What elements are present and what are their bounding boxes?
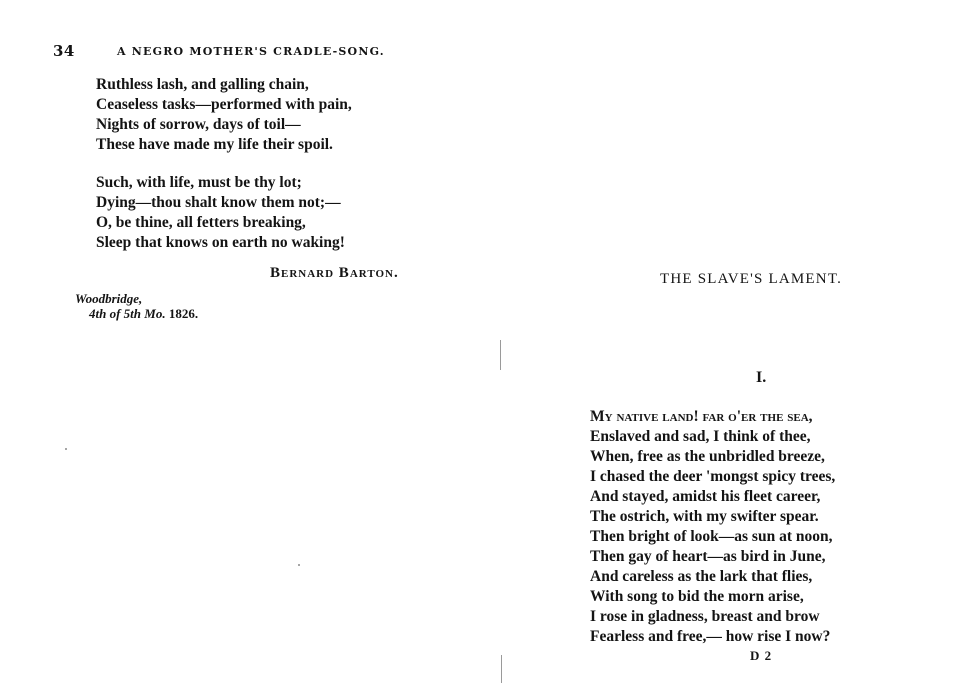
date-line	[89, 306, 198, 322]
date-day-month: 4th of 5th Mo.	[89, 306, 166, 321]
date-year: 1826.	[168, 306, 199, 321]
verse-line: I rose in gladness, breast and brow	[590, 608, 820, 625]
poem-stanza	[590, 407, 835, 647]
running-head: A NEGRO MOTHER'S CRADLE-SONG.	[117, 45, 385, 58]
verse-line: Ruthless lash, and galling chain,	[96, 76, 309, 93]
verse-line: And careless as the lark that flies,	[590, 568, 813, 585]
stanza-1	[96, 75, 352, 155]
gutter-mark	[500, 340, 501, 370]
poem-title: THE SLAVE'S LAMENT.	[660, 271, 843, 287]
verse-line: When, free as the unbridled breeze,	[590, 448, 825, 465]
page-number: 34	[53, 42, 75, 60]
verse-line: O, be thine, all fetters breaking,	[96, 214, 306, 231]
verse-line: Then gay of heart—as bird in June,	[590, 548, 826, 565]
verse-line: With song to bid the morn arise,	[590, 588, 804, 605]
verse-line: Nights of sorrow, days of toil—	[96, 116, 301, 133]
printer-signature-mark: D 2	[750, 648, 773, 663]
stanza-2	[96, 173, 345, 253]
verse-line: My native land! far o'er the sea,	[590, 408, 813, 425]
verse-line: Fearless and free,— how rise I now?	[590, 628, 831, 645]
gutter-mark	[501, 655, 502, 683]
author-signature	[270, 265, 399, 282]
verse-line: The ostrich, with my swifter spear.	[590, 508, 819, 525]
paper-speck	[65, 448, 67, 450]
verse-line: Then bright of look—as sun at noon,	[590, 528, 833, 545]
section-number: I.	[756, 369, 767, 386]
author-name: Bernard Barton.	[270, 265, 399, 281]
verse-line: Ceaseless tasks—performed with pain,	[96, 96, 352, 113]
verse-line: Dying—thou shalt know them not;—	[96, 194, 341, 211]
verse-line: Enslaved and sad, I think of thee,	[590, 428, 811, 445]
verse-line: Sleep that knows on earth no waking!	[96, 234, 345, 251]
verse-line: And stayed, amidst his fleet career,	[590, 488, 821, 505]
verse-line: I chased the deer 'mongst spicy trees,	[590, 468, 836, 485]
paper-speck	[298, 564, 300, 566]
verse-line: Such, with life, must be thy lot;	[96, 174, 302, 191]
place-line: Woodbridge,	[75, 291, 143, 306]
verse-line: These have made my life their spoil.	[96, 136, 333, 153]
